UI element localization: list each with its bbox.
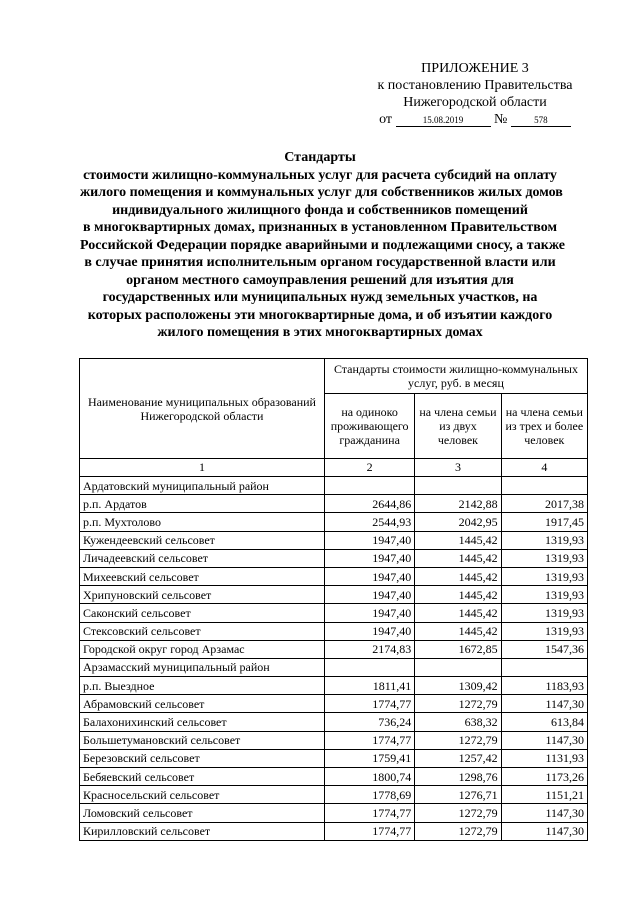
value-three-plus-members: 1319,93 <box>501 604 587 622</box>
value-three-plus-members: 2017,38 <box>501 495 587 513</box>
table-row <box>80 622 588 640</box>
title-line: государственных или муниципальных нужд земельных участков, на <box>102 290 538 305</box>
table-body <box>80 477 588 841</box>
value-single: 1774,77 <box>324 822 414 840</box>
table-row <box>80 549 588 567</box>
value-two-members: 1272,79 <box>415 731 501 749</box>
title-line: Стандарты <box>284 150 356 165</box>
municipality-name: Большетумановский сельсовет <box>80 731 325 749</box>
table-row <box>80 695 588 713</box>
document-title <box>80 149 566 342</box>
resolution-number: 578 <box>511 115 571 127</box>
column-number: 2 <box>324 459 414 477</box>
table-row <box>80 731 588 749</box>
municipality-name: р.п. Ардатов <box>80 495 325 513</box>
column-header-single: на одиноко проживающего гражданина <box>324 394 414 459</box>
value-two-members <box>415 477 501 495</box>
value-two-members: 1298,76 <box>415 768 501 786</box>
date-number-line <box>330 111 620 128</box>
value-single: 2544,93 <box>324 513 414 531</box>
appendix-block <box>330 60 620 128</box>
value-two-members: 1445,42 <box>415 549 501 567</box>
column-header-three-plus: на члена семьи из трех и более человек <box>501 394 587 459</box>
municipality-name: Балахонихинский сельсовет <box>80 713 325 731</box>
table-row <box>80 768 588 786</box>
resolution-reference: к постановлению Правительства <box>377 78 573 93</box>
value-single: 1947,40 <box>324 531 414 549</box>
value-single: 1947,40 <box>324 549 414 567</box>
value-two-members: 1445,42 <box>415 586 501 604</box>
municipality-name: р.п. Выездное <box>80 677 325 695</box>
title-line: которых расположены эти многоквартирные дома, и об изъятии каждого <box>87 307 553 323</box>
value-single: 1774,77 <box>324 731 414 749</box>
column-number: 4 <box>501 459 587 477</box>
municipality-name: Абрамовский сельсовет <box>80 695 325 713</box>
title-line: индивидуального жилищного фонда и собственников помещений <box>112 202 528 218</box>
value-three-plus-members: 1147,30 <box>501 695 587 713</box>
table-row <box>80 604 588 622</box>
value-three-plus-members: 1131,93 <box>501 749 587 767</box>
value-single: 1947,40 <box>324 586 414 604</box>
column-number: 1 <box>80 459 325 477</box>
table-row <box>80 677 588 695</box>
table-row <box>80 786 588 804</box>
table-row <box>80 640 588 658</box>
value-three-plus-members <box>501 477 587 495</box>
from-label: от <box>379 112 393 127</box>
title-line: Российской Федерации порядке аварийными и подлежащими сносу, а также <box>80 237 566 253</box>
value-three-plus-members: 1319,93 <box>501 549 587 567</box>
value-single: 736,24 <box>324 713 414 731</box>
municipality-name: Арзамасский муниципальный район <box>80 658 325 676</box>
title-line: в случае принятия исполнительным органом государственной власти или <box>84 255 556 270</box>
value-three-plus-members: 1547,36 <box>501 640 587 658</box>
value-three-plus-members: 1319,93 <box>501 567 587 585</box>
value-three-plus-members: 1147,30 <box>501 731 587 749</box>
value-single: 1774,77 <box>324 695 414 713</box>
value-two-members: 1445,42 <box>415 531 501 549</box>
municipality-name: Бебяевский сельсовет <box>80 768 325 786</box>
value-single <box>324 658 414 676</box>
title-line: жилого помещения и коммунальных услуг для собственников жилых домов <box>80 185 563 200</box>
municipality-name: Саконский сельсовет <box>80 604 325 622</box>
value-two-members <box>415 658 501 676</box>
value-two-members: 2042,95 <box>415 513 501 531</box>
table-row <box>80 586 588 604</box>
table-row <box>80 749 588 767</box>
table-row <box>80 713 588 731</box>
value-three-plus-members: 1917,45 <box>501 513 587 531</box>
municipality-name: р.п. Мухтолово <box>80 513 325 531</box>
value-single: 1759,41 <box>324 749 414 767</box>
municipality-name: Городской округ город Арзамас <box>80 640 325 658</box>
value-three-plus-members: 1147,30 <box>501 822 587 840</box>
value-single: 1947,40 <box>324 604 414 622</box>
value-three-plus-members: 1147,30 <box>501 804 587 822</box>
column-group-header: Стандарты стоимости жилищно-коммунальных услуг, руб. в месяц <box>324 359 587 394</box>
value-single: 2174,83 <box>324 640 414 658</box>
table-row <box>80 495 588 513</box>
title-line: жилого помещения в этих многоквартирных домах <box>157 325 483 340</box>
table-row <box>80 513 588 531</box>
municipality-name: Кужендеевский сельсовет <box>80 531 325 549</box>
value-three-plus-members: 1183,93 <box>501 677 587 695</box>
municipality-name: Михеевский сельсовет <box>80 567 325 585</box>
column-number: 3 <box>415 459 501 477</box>
value-two-members: 1672,85 <box>415 640 501 658</box>
value-two-members: 1272,79 <box>415 822 501 840</box>
standards-table <box>79 358 588 841</box>
value-two-members: 1257,42 <box>415 749 501 767</box>
table-row <box>80 477 588 495</box>
value-two-members: 638,32 <box>415 713 501 731</box>
value-single: 1800,74 <box>324 768 414 786</box>
value-three-plus-members: 1319,93 <box>501 531 587 549</box>
value-two-members: 1309,42 <box>415 677 501 695</box>
value-two-members: 1272,79 <box>415 804 501 822</box>
table-row <box>80 804 588 822</box>
table-row <box>80 822 588 840</box>
value-single: 1778,69 <box>324 786 414 804</box>
value-two-members: 1276,71 <box>415 786 501 804</box>
municipality-name: Кирилловский сельсовет <box>80 822 325 840</box>
table-row <box>80 531 588 549</box>
value-single: 1947,40 <box>324 567 414 585</box>
value-three-plus-members: 1173,26 <box>501 768 587 786</box>
value-two-members: 1272,79 <box>415 695 501 713</box>
value-single: 2644,86 <box>324 495 414 513</box>
title-line: в многоквартирных домах, признанных в установленном Правительством <box>83 220 557 235</box>
value-two-members: 1445,42 <box>415 622 501 640</box>
municipality-name: Березовский сельсовет <box>80 749 325 767</box>
value-two-members: 1445,42 <box>415 567 501 585</box>
region-name: Нижегородской области <box>403 95 547 110</box>
municipality-name: Личадеевский сельсовет <box>80 549 325 567</box>
value-three-plus-members <box>501 658 587 676</box>
title-line: органом местного самоуправления решений для изъятия для <box>126 272 514 288</box>
title-line: стоимости жилищно-коммунальных услуг для расчета субсидий на оплату <box>83 167 557 183</box>
municipality-name: Стексовский сельсовет <box>80 622 325 640</box>
municipality-name: Хрипуновский сельсовет <box>80 586 325 604</box>
value-two-members: 1445,42 <box>415 604 501 622</box>
value-three-plus-members: 1319,93 <box>501 622 587 640</box>
value-two-members: 2142,88 <box>415 495 501 513</box>
municipality-name: Красносельский сельсовет <box>80 786 325 804</box>
municipality-name: Ардатовский муниципальный район <box>80 477 325 495</box>
column-header-two: на члена семьи из двух человек <box>415 394 501 459</box>
column-header-name: Наименование муниципальных образований Нижегородской области <box>80 359 325 459</box>
value-three-plus-members: 613,84 <box>501 713 587 731</box>
table-row <box>80 658 588 676</box>
resolution-date: 15.08.2019 <box>396 115 491 127</box>
value-single: 1774,77 <box>324 804 414 822</box>
municipality-name: Ломовский сельсовет <box>80 804 325 822</box>
appendix-title: ПРИЛОЖЕНИЕ 3 <box>421 61 529 76</box>
value-single <box>324 477 414 495</box>
value-single: 1811,41 <box>324 677 414 695</box>
number-label: № <box>494 112 508 127</box>
value-three-plus-members: 1151,21 <box>501 786 587 804</box>
value-single: 1947,40 <box>324 622 414 640</box>
table-row <box>80 567 588 585</box>
value-three-plus-members: 1319,93 <box>501 586 587 604</box>
